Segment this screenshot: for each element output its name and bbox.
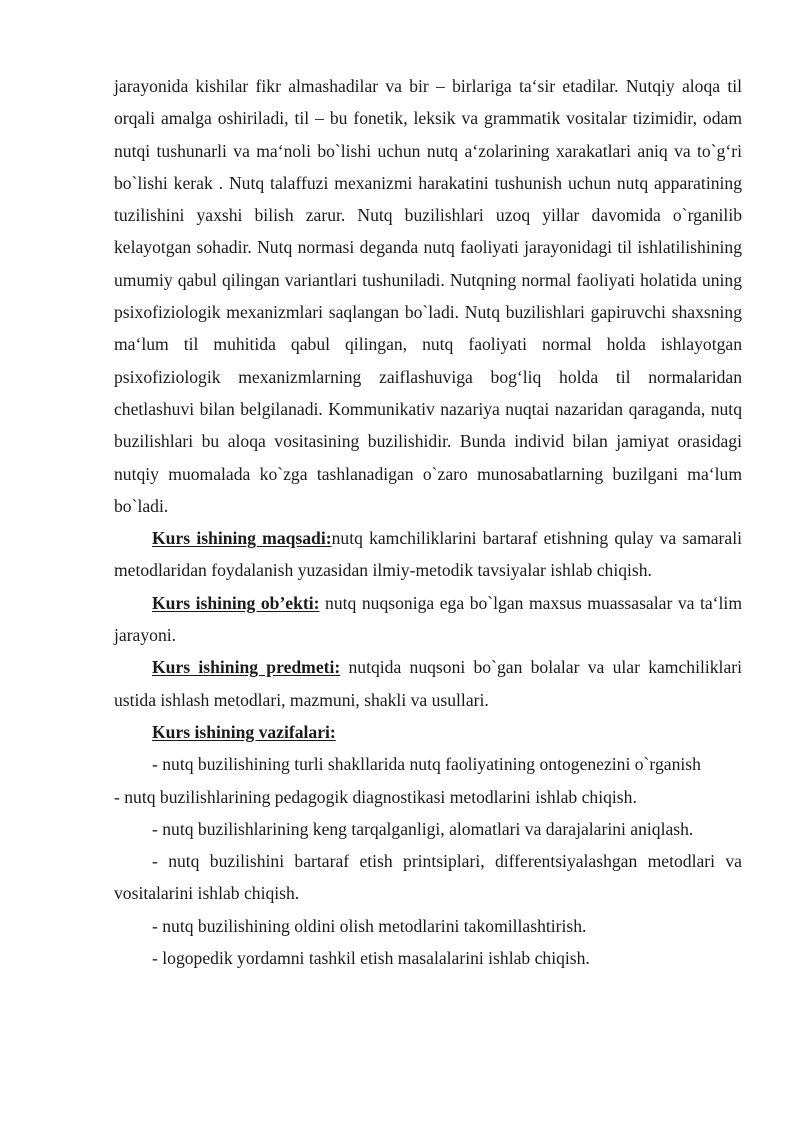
task-item: - nutq buzilishining oldini olish metodlarini takomillashtirish. xyxy=(152,915,587,936)
task-item: - logopedik yordamni tashkil etish masalalarini ishlab chiqish. xyxy=(152,948,590,969)
document-page xyxy=(114,70,742,974)
object-text: nutq nuqsoniga ega bo`lgan maxsus muassasalar va ta‘lim jarayoni. xyxy=(114,592,742,646)
goal-paragraph xyxy=(114,522,742,587)
tasks-heading: Kurs ishining vazifalari: xyxy=(152,721,336,742)
object-heading: Kurs ishining ob’ekti: xyxy=(152,592,320,613)
task-item: - nutq buzilishlarining pedagogik diagnostikasi metodlarini ishlab chiqish. xyxy=(114,786,637,807)
tasks-heading-paragraph xyxy=(114,716,742,748)
intro-paragraph: jarayonida kishilar fikr almashadilar va bir – birlariga ta‘sir etadilar. Nutqiy aloqa til orqali amalga oshiriladi, til – bu fonetik, leksik va grammatik vositalar tizimidir, odam nutqi tushunarli va ma‘noli bo`lishi uchun nutq a‘zolarining xarakatlari aniq va to`g‘ri bo`lishi kerak . Nutq talaffuzi mexanizmi harakatini tushunish uchun nutq apparatining tuzilishini yaxshi bilish zarur. Nutq buzilishlari uzoq yillar davomida o`rganilib kelayotgan sohadir. Nutq normasi deganda nutq faoliyati jarayonidagi til ishlatilishining umumiy qabul qilingan variantlari tushuniladi. Nutqning normal faoliyati holatida uning psixofiziologik mexanizmlari saqlangan bo`ladi. Nutq buzilishlari gapiruvchi shaxsning ma‘lum til muhitida qabul qilingan, nutq faoliyati normal holda ishlayotgan psixofiziologik mexanizmlarning zaiflashuviga bog‘liq holda til normalaridan chetlashuvi bilan belgilanadi. Kommunikativ nazariya nuqtai nazaridan qaraganda, nutq buzilishlari bu aloqa vositasining buzilishidir. Bunda individ bilan jamiyat orasidagi nutqiy muomalada ko`zga tashlanadigan o`zaro munosabatlarning buzilgani ma‘lum bo`ladi. xyxy=(114,76,742,516)
goal-heading: Kurs ishining maqsadi: xyxy=(152,528,332,549)
task-item: - nutq buzilishlarining keng tarqalganligi, alomatlari va darajalarini aniqlash. xyxy=(152,818,694,839)
goal-text: nutq kamchiliklarini bartaraf etishning qulay va samarali metodlaridan foydalanish yuzasidan ilmiy-metodik tavsiyalar ishlab chiqish. xyxy=(114,528,743,581)
object-paragraph xyxy=(114,587,742,652)
tasks-list xyxy=(114,748,742,974)
subject-text: nutqida nuqsoni bo`gan bolalar va ular kamchiliklari ustida ishlash metodlari, mazmuni, shakli va usullari. xyxy=(114,657,742,710)
subject-paragraph xyxy=(114,651,742,716)
task-item: - nutq buzilishining turli shakllarida nutq faoliyatining ontogenezini o`rganish xyxy=(152,754,701,775)
task-item: - nutq buzilishini bartaraf etish printsiplari, differentsiyalashgan metodlari va vositalarini ishlab chiqish. xyxy=(114,851,742,904)
subject-heading: Kurs ishining predmeti: xyxy=(152,657,341,678)
